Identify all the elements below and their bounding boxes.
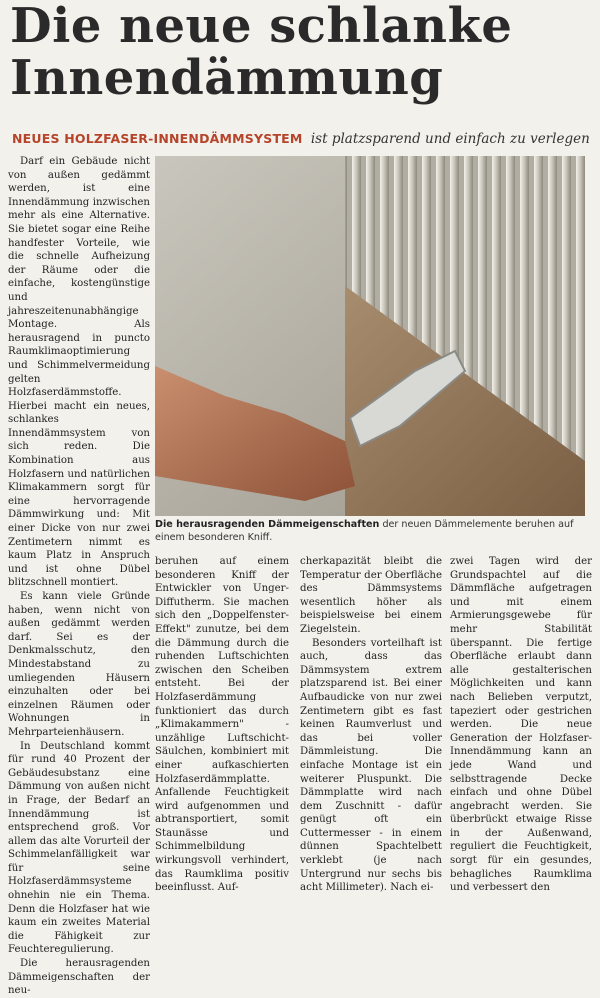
text-column-1: [8, 155, 150, 997]
photo-caption: [155, 519, 587, 544]
subheadline: [12, 131, 597, 147]
article-photo: [155, 156, 585, 516]
caption-bold: Die herausragenden Dämmeigenschaften: [155, 519, 380, 530]
kicker: NEUES HOLZFASER-INNENDÄMMSYSTEM: [12, 131, 303, 146]
paragraph: beruhen auf einem besonderen Kniff der Entwickler von Unger-Diffutherm. Sie machen sich den „Doppelfenster-Effekt" zunutze, bei dem die Dämmung durch die ruhenden Luftschichten zwischen den Scheiben entsteht. Bei der Holzfaserdämmung funktioniert das durch „Klimakammern" - unzählige Luftschicht-Säulchen, kombiniert mit einer aufkaschierten Holzfaserdämmplatte. Anfallende Feuchtigkeit wird aufgenommen und abtransportiert, somit Staunässe und Schimmelbildung wirkungsvoll verhindert, das Raumklima positiv beeinflusst. Auf-: [155, 556, 289, 894]
text-column-3: [300, 555, 442, 894]
headline: [10, 0, 595, 104]
caption-text: der neuen Dämmelemente beruhen auf einem besonderen Kniff.: [155, 519, 574, 543]
photo-illustration: [155, 156, 585, 516]
text-column-2: [155, 555, 289, 894]
paragraph: cherkapazität bleibt die Temperatur der Oberfläche des Dämmsystems wesentlich höher als beispielsweise bei einem Ziegelstein.: [300, 556, 442, 635]
paragraph: Es kann viele Gründe haben, wenn nicht von außen gedämmt werden darf. Sei es der Denkmalsschutz, den Mindestabstand zu umliegenden Häusern einzuhalten oder bei einzelnen Räumen oder Wohnungen in Mehrparteienhäusern.: [8, 591, 150, 738]
paragraph: In Deutschland kommt für rund 40 Prozent der Gebäudesubstanz eine Dämmung von außen nicht in Frage, der Bedarf an Innendämmung ist entsprechend groß. Vor allem das alte Vorurteil der Schimmelanfälligkeit war für seine Holzfaserdämmsysteme ohnehin nie ein Thema. Denn die Holzfaser hat wie kaum ein zweites Material die Fähigkeit zur Feuchteregulierung.: [8, 740, 150, 956]
headline-line-1: Die neue schlanke: [10, 0, 513, 54]
paragraph: zwei Tagen wird der Grundspachtel auf die Dämmfläche aufgetragen und mit einem Armierungsgewebe für mehr Stabilität überspannt. Die fertige Oberfläche erlaubt dann alle gestalterischen Möglichkeiten und kann nach Belieben verputzt, tapeziert oder gestrichen werden. Die neue Generation der Holzfaser-Innendämmung kann an jede Wand und selbsttragende Decke einfach und ohne Dübel angebracht werden. Sie überbrückt etwaige Risse in der Außenwand, reguliert die Feuchtigkeit, sorgt für ein gesundes, behagliches Raumklima und verbessert den: [450, 556, 592, 894]
headline-line-2: Innendämmung: [10, 50, 444, 106]
paragraph: Die herausragenden Dämmeigenschaften der neu-: [8, 958, 150, 997]
deck: ist platzsparend und einfach zu verlegen: [310, 131, 590, 147]
paragraph: Besonders vorteilhaft ist auch, dass das Dämmsystem extrem platzsparend ist. Bei einer Aufbaudicke von nur zwei Zentimetern gibt es fast keinen Raumverlust und das bei voller Dämmleistung. Die einfache Montage ist ein weiterer Pluspunkt. Die Dämmplatte wird nach dem Zuschnitt - dafür genügt oft ein Cuttermesser - in einem dünnen Spachtelbett verklebt (je nach Untergrund nur sechs bis acht Millimeter). Nach ei-: [300, 637, 442, 894]
text-column-4: [450, 555, 592, 894]
paragraph: Darf ein Gebäude nicht von außen gedämmt werden, ist eine Innendämmung inzwischen mehr als eine Alternative. Sie bietet sogar eine Reihe handfester Vorteile, wie die schnelle Aufheizung der Räume oder die einfache, kostengünstige und jahreszeitenunabhängige Montage. Als herausragend in puncto Raumklimaoptimierung und Schimmelvermeidung gelten Holzfaserdämmstoffe. Hierbei macht ein neues, schlankes Innendämmsystem von sich reden. Die Kombination aus Holzfasern und natürlichen Klimakammern sorgt für eine hervorragende Dämmwirkung und: Mit einer Dicke von nur zwei Zentimetern nimmt es kaum Platz in Anspruch und ist ohne Dübel blitzschnell montiert.: [8, 156, 150, 589]
